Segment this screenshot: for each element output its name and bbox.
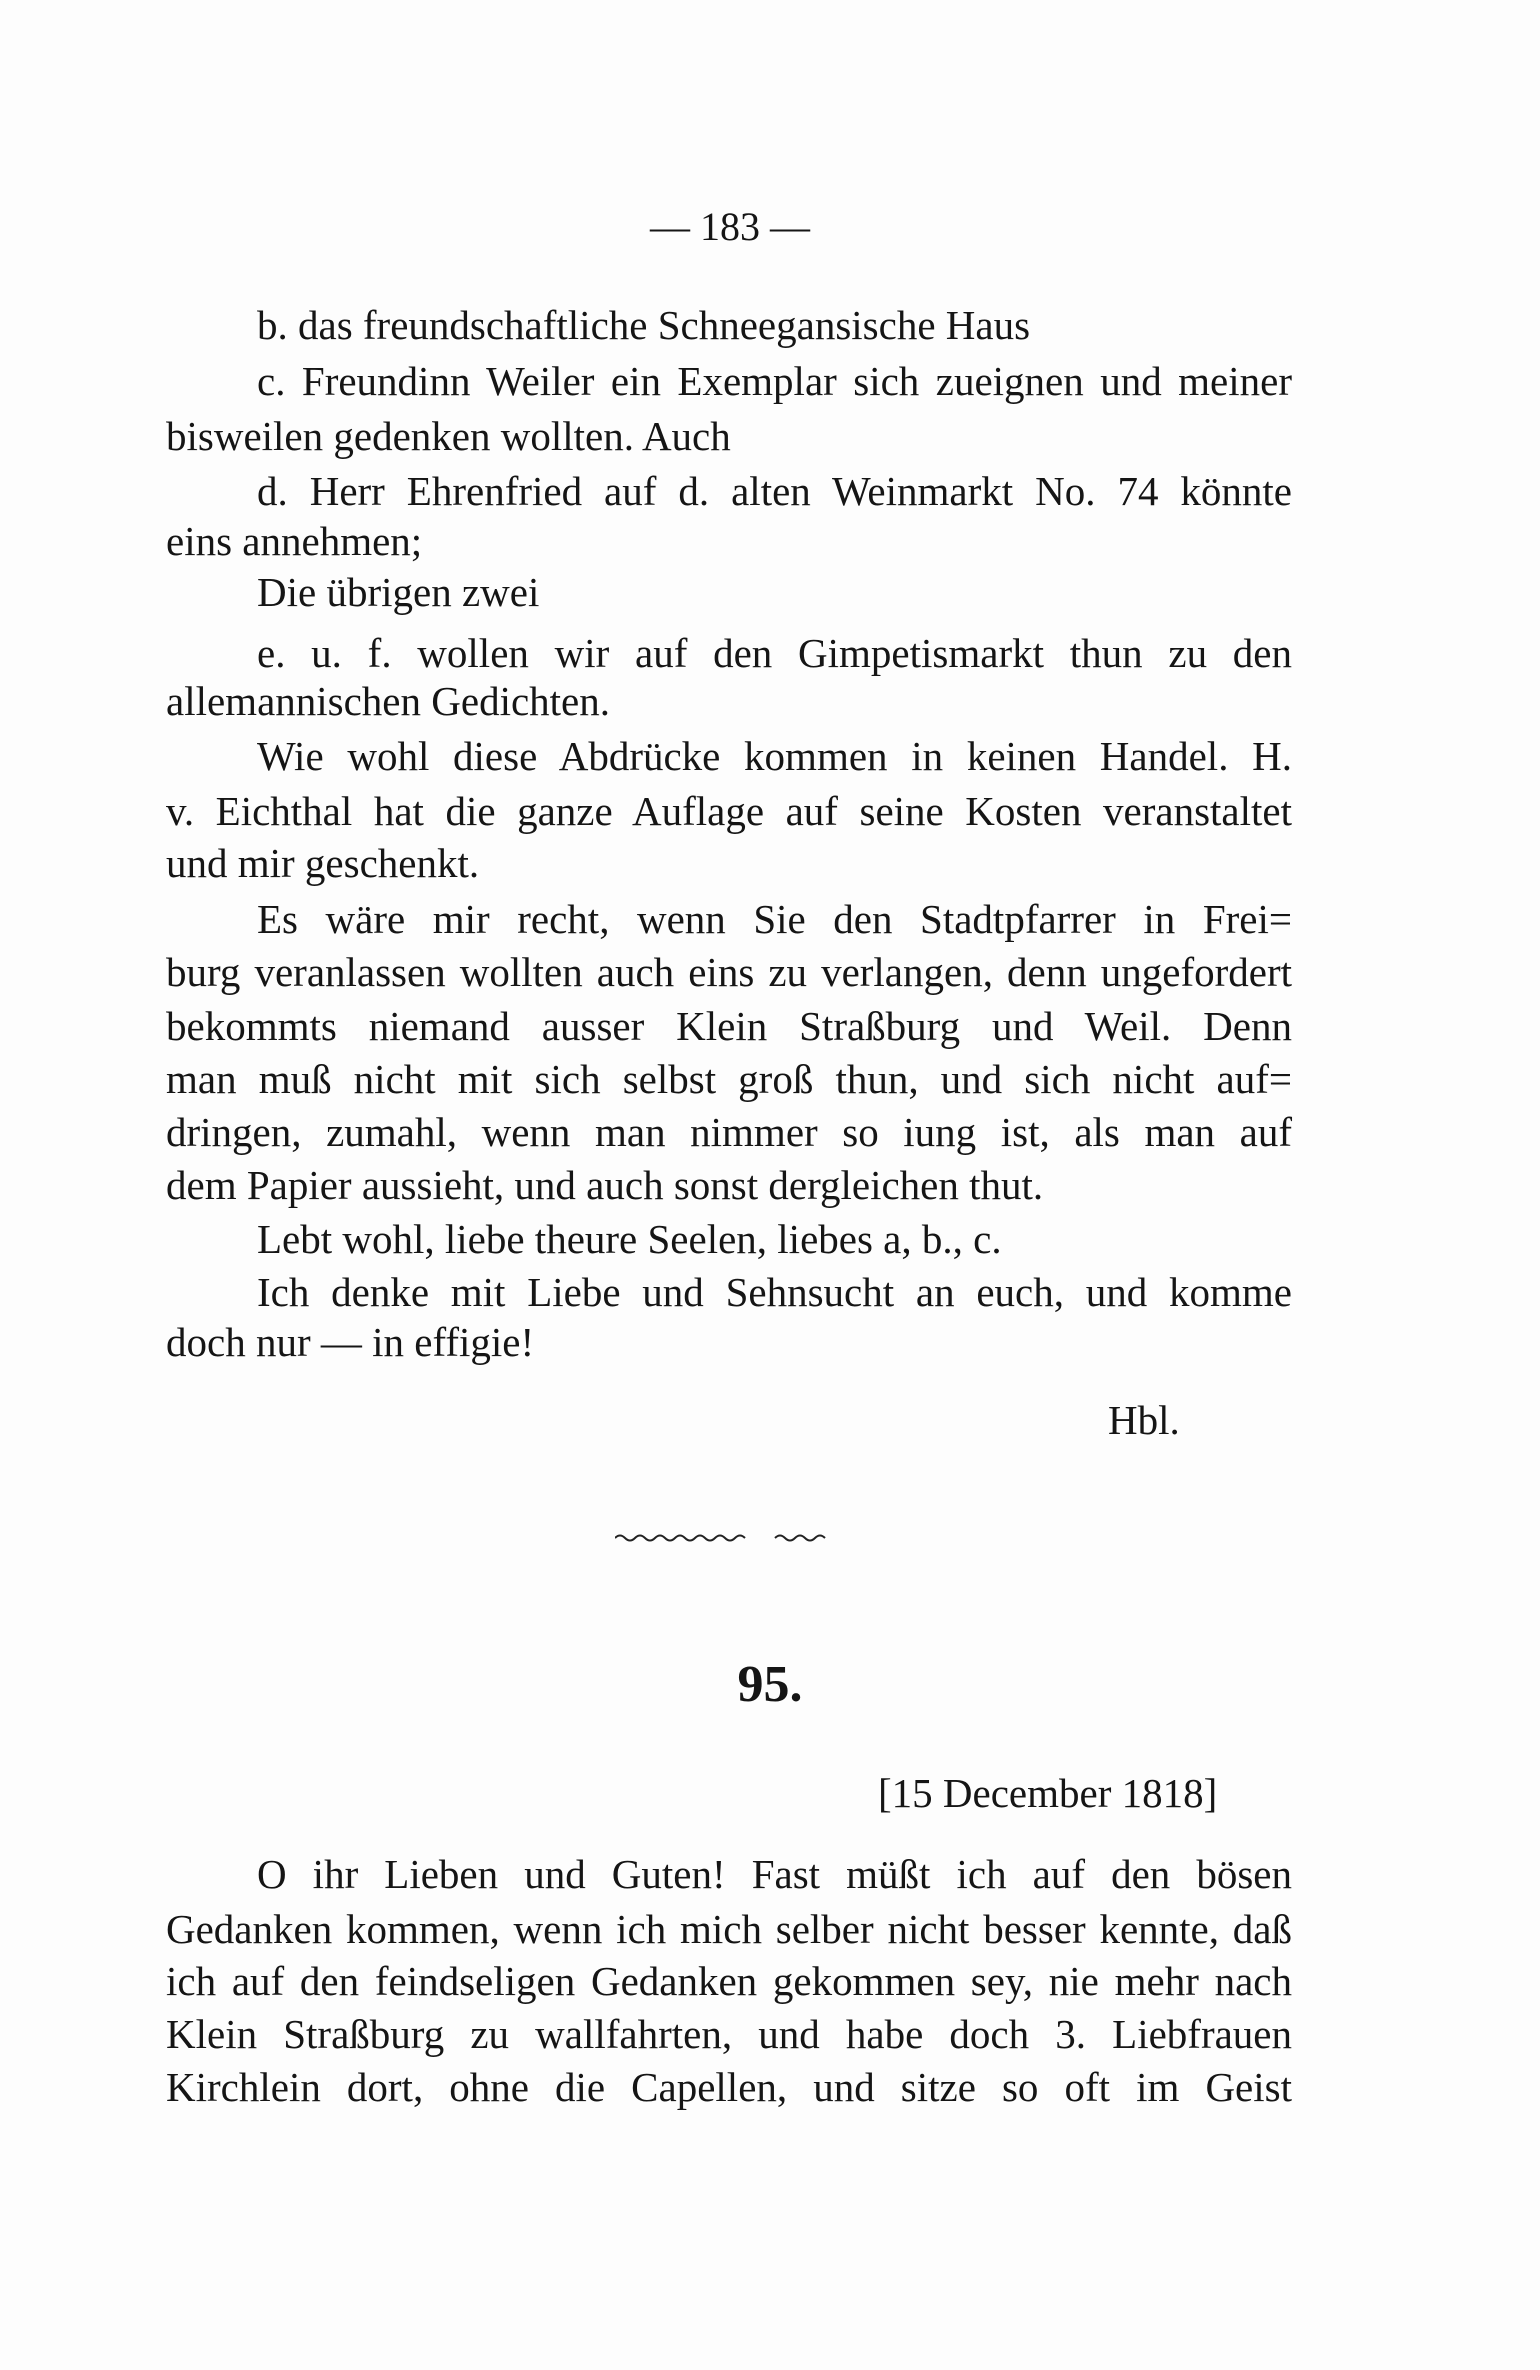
letter-line: O ihr Lieben und Guten! Fast müßt ich auf den bösen xyxy=(257,1851,1292,1897)
text-line: Die übrigen zwei xyxy=(257,569,540,615)
text-line: d. Herr Ehrenfried auf d. alten Weinmarkt No. 74 könnte xyxy=(257,468,1292,514)
text-line: burg veranlassen wollten auch eins zu verlangen, denn ungefordert xyxy=(166,949,1292,995)
text-line: Es wäre mir recht, wenn Sie den Stadtpfarrer in Frei= xyxy=(257,896,1292,942)
text-line: c. Freundinn Weiler ein Exemplar sich zueignen und meiner xyxy=(257,358,1292,404)
text-line: Ich denke mit Liebe und Sehnsucht an euch, und komme xyxy=(257,1269,1292,1315)
text-line: man muß nicht mit sich selbst groß thun, und sich nicht auf= xyxy=(166,1056,1292,1102)
text-line: eins annehmen; xyxy=(166,518,423,564)
text-line: bisweilen gedenken wollten. Auch xyxy=(166,413,731,459)
text-line: v. Eichthal hat die ganze Auflage auf seine Kosten veranstaltet xyxy=(166,788,1292,834)
page-number: — 183 — xyxy=(650,204,810,249)
signature: Hbl. xyxy=(1108,1397,1180,1443)
letter-line: Gedanken kommen, wenn ich mich selber nicht besser kennte, daß xyxy=(166,1906,1292,1952)
text-line: Wie wohl diese Abdrücke kommen in keinen Handel. H. xyxy=(257,733,1292,779)
text-line: dringen, zumahl, wenn man nimmer so iung ist, als man auf xyxy=(166,1109,1292,1155)
letter-line: Kirchlein dort, ohne die Capellen, und sitze so oft im Geist xyxy=(166,2064,1292,2110)
letter-date: [15 December 1818] xyxy=(878,1770,1218,1816)
text-line: doch nur — in effigie! xyxy=(166,1319,535,1365)
ornament-divider xyxy=(615,1532,835,1544)
text-line: bekommts niemand ausser Klein Straßburg und Weil. Denn xyxy=(166,1003,1292,1049)
text-line: e. u. f. wollen wir auf den Gimpetismarkt thun zu den xyxy=(257,630,1292,676)
text-line: b. das freundschaftliche Schneegansische Haus xyxy=(257,302,1031,348)
letter-number: 95. xyxy=(737,1656,803,1713)
letter-line: Klein Straßburg zu wallfahrten, und habe doch 3. Liebfrauen xyxy=(166,2011,1292,2057)
letter-line: ich auf den feindseligen Gedanken gekommen sey, nie mehr nach xyxy=(166,1958,1292,2004)
text-line: dem Papier aussieht, und auch sonst dergleichen thut. xyxy=(166,1162,1044,1208)
text-line: und mir geschenkt. xyxy=(166,840,480,886)
text-line: allemannischen Gedichten. xyxy=(166,678,610,724)
text-line: Lebt wohl, liebe theure Seelen, liebes a, b., c. xyxy=(257,1216,1002,1262)
